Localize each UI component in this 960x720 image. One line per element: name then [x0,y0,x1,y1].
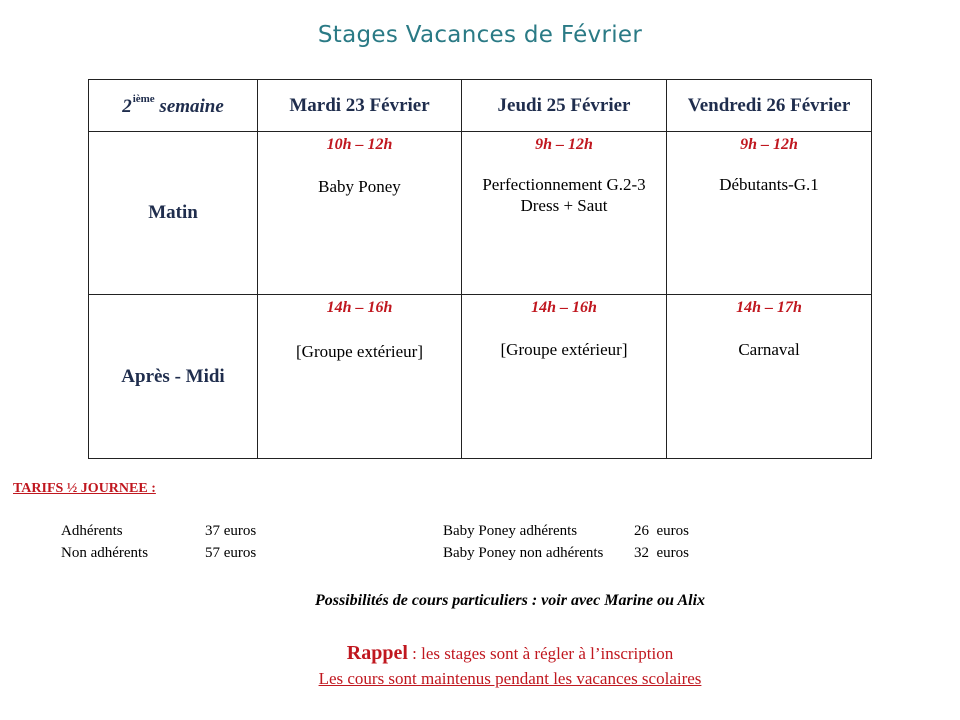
tarif-label: Adhérents [61,523,123,539]
week-superscript: ième [132,93,155,105]
session-activity: Débutants-G.1 [719,175,819,194]
session-time: 10h – 12h [326,136,393,153]
session-cell [258,132,462,295]
session-activity: Carnaval [738,340,800,359]
week-header [89,80,258,132]
tarif-price: 32 euros [634,545,689,561]
rappel-label: Rappel [346,642,408,664]
week-word: semaine [159,96,224,117]
session-time: 9h – 12h [740,136,798,153]
session-cell [462,132,667,295]
session-activity: Dress + Saut [520,196,608,215]
rappel-text: : les stages sont à régler à l’inscription [407,644,674,663]
session-cell [462,295,667,459]
private-lessons-note: Possibilités de cours particuliers : voir avec Marine ou Alix [314,592,706,609]
page-title: Stages Vacances de Février [317,22,643,48]
table-row [89,132,872,295]
header-row [89,80,872,132]
session-time: 14h – 16h [326,299,393,316]
rappel-line [0,642,960,665]
week-number: 2 [122,96,132,117]
tarif-price: 37 euros [205,523,257,539]
session-activity: [Groupe extérieur] [296,342,423,361]
session-time: 9h – 12h [535,136,593,153]
tarif-label: Baby Poney adhérents [443,523,578,539]
row-label: Après - Midi [89,295,258,459]
row-label: Matin [89,132,258,295]
tarifs-heading: TARIFS ½ JOURNEE : [13,481,156,496]
tarif-label: Baby Poney non adhérents [443,545,604,561]
tarif-price: 26 euros [634,523,689,539]
tarif-label: Non adhérents [61,545,149,561]
session-activity: Baby Poney [318,177,401,196]
holiday-lessons-note: Les cours sont maintenus pendant les vacances scolaires [318,669,702,688]
tarif-price: 57 euros [205,545,257,561]
session-activity: Perfectionnement G.2-3 [482,175,646,194]
session-time: 14h – 17h [736,299,802,316]
session-time: 14h – 16h [531,299,597,316]
day-header: Vendredi 26 Février [667,80,872,132]
session-activity: [Groupe extérieur] [500,340,628,359]
session-cell [667,295,872,459]
day-header: Mardi 23 Février [258,80,462,132]
schedule-table [88,79,872,459]
day-header: Jeudi 25 Février [462,80,667,132]
session-cell [258,295,462,459]
table-row [89,295,872,459]
session-cell [667,132,872,295]
